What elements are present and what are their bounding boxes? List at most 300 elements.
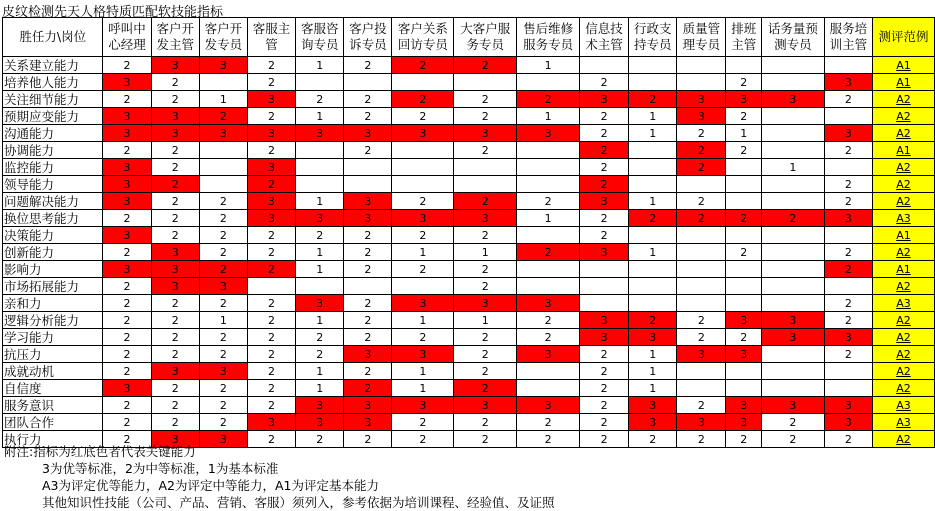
level-cell: 2 bbox=[454, 329, 517, 346]
level-cell: 3 bbox=[579, 193, 628, 210]
level-cell: 2 bbox=[629, 210, 677, 227]
level-cell bbox=[296, 278, 344, 295]
column-header: 客服主管 bbox=[247, 18, 295, 57]
level-cell: 3 bbox=[629, 414, 677, 431]
level-cell: 3 bbox=[199, 57, 247, 74]
level-cell: 2 bbox=[199, 108, 247, 125]
level-cell: 2 bbox=[103, 397, 151, 414]
level-cell: 3 bbox=[247, 159, 295, 176]
level-cell: 2 bbox=[247, 244, 295, 261]
level-cell: 2 bbox=[579, 363, 628, 380]
column-header: 质量管理专员 bbox=[677, 18, 726, 57]
competency-name: 市场拓展能力 bbox=[3, 278, 103, 295]
level-cell bbox=[579, 278, 628, 295]
level-cell: 2 bbox=[344, 227, 392, 244]
level-cell: 2 bbox=[454, 108, 517, 125]
level-cell: 3 bbox=[103, 159, 151, 176]
level-cell bbox=[726, 193, 761, 210]
level-cell: 2 bbox=[247, 261, 295, 278]
table-row bbox=[3, 312, 935, 329]
level-cell: 2 bbox=[726, 431, 761, 448]
level-cell: 2 bbox=[454, 142, 517, 159]
competency-name: 监控能力 bbox=[3, 159, 103, 176]
level-cell: 2 bbox=[103, 57, 151, 74]
level-cell bbox=[517, 278, 580, 295]
level-cell bbox=[296, 176, 344, 193]
level-cell bbox=[761, 74, 824, 91]
level-cell: 1 bbox=[726, 125, 761, 142]
level-cell: 2 bbox=[517, 244, 580, 261]
level-cell: 2 bbox=[392, 431, 454, 448]
level-cell bbox=[677, 227, 726, 244]
level-cell: 3 bbox=[517, 295, 580, 312]
column-header: 排班主管 bbox=[726, 18, 761, 57]
level-cell: 3 bbox=[296, 414, 344, 431]
level-cell bbox=[247, 278, 295, 295]
level-cell: 2 bbox=[151, 312, 199, 329]
level-cell bbox=[199, 142, 247, 159]
level-cell: 2 bbox=[726, 108, 761, 125]
level-cell: 1 bbox=[454, 312, 517, 329]
level-cell bbox=[726, 159, 761, 176]
eval-cell: A2 bbox=[872, 363, 934, 380]
level-cell bbox=[517, 380, 580, 397]
column-header: 行政支持专员 bbox=[629, 18, 677, 57]
level-cell: 2 bbox=[103, 329, 151, 346]
table-row bbox=[3, 159, 935, 176]
level-cell: 2 bbox=[344, 244, 392, 261]
level-cell: 1 bbox=[392, 363, 454, 380]
level-cell: 3 bbox=[677, 91, 726, 108]
level-cell: 2 bbox=[629, 431, 677, 448]
eval-cell: A2 bbox=[872, 278, 934, 295]
note-line: 3为优等标准，2为中等标准，1为基本标准 bbox=[42, 461, 279, 476]
level-cell bbox=[761, 261, 824, 278]
level-cell: 3 bbox=[454, 125, 517, 142]
level-cell: 1 bbox=[296, 244, 344, 261]
table-row bbox=[3, 57, 935, 74]
level-cell: 2 bbox=[103, 312, 151, 329]
level-cell: 3 bbox=[103, 261, 151, 278]
table-row bbox=[3, 142, 935, 159]
level-cell: 2 bbox=[151, 397, 199, 414]
level-cell: 3 bbox=[247, 210, 295, 227]
level-cell: 3 bbox=[761, 312, 824, 329]
level-cell: 2 bbox=[454, 278, 517, 295]
competency-name: 领导能力 bbox=[3, 176, 103, 193]
level-cell: 3 bbox=[726, 346, 761, 363]
level-cell: 2 bbox=[761, 210, 824, 227]
level-cell: 2 bbox=[579, 108, 628, 125]
competency-name: 问题解决能力 bbox=[3, 193, 103, 210]
table-row bbox=[3, 380, 935, 397]
level-cell: 2 bbox=[454, 193, 517, 210]
level-cell: 2 bbox=[454, 431, 517, 448]
level-cell: 2 bbox=[103, 278, 151, 295]
level-cell: 3 bbox=[151, 244, 199, 261]
level-cell: 2 bbox=[247, 312, 295, 329]
level-cell bbox=[677, 57, 726, 74]
level-cell: 3 bbox=[344, 210, 392, 227]
level-cell bbox=[677, 278, 726, 295]
competency-name: 预期应变能力 bbox=[3, 108, 103, 125]
level-cell: 2 bbox=[579, 125, 628, 142]
level-cell: 2 bbox=[247, 431, 295, 448]
table-row bbox=[3, 210, 935, 227]
note-line: 其他知识性技能（公司、产品、营销、客服）须列入，参考依据为培训课程、经验值、及证照 bbox=[42, 495, 555, 510]
competency-name: 抗压力 bbox=[3, 346, 103, 363]
level-cell bbox=[677, 176, 726, 193]
level-cell: 2 bbox=[677, 431, 726, 448]
level-cell: 3 bbox=[247, 125, 295, 142]
level-cell bbox=[344, 74, 392, 91]
level-cell: 3 bbox=[824, 329, 872, 346]
level-cell: 2 bbox=[247, 346, 295, 363]
level-cell bbox=[761, 57, 824, 74]
level-cell bbox=[296, 74, 344, 91]
level-cell: 2 bbox=[726, 142, 761, 159]
level-cell: 2 bbox=[629, 312, 677, 329]
column-header: 客户开发主管 bbox=[151, 18, 199, 57]
level-cell: 1 bbox=[629, 193, 677, 210]
competency-table bbox=[2, 17, 935, 448]
level-cell: 2 bbox=[454, 363, 517, 380]
level-cell bbox=[517, 142, 580, 159]
level-cell: 2 bbox=[344, 363, 392, 380]
level-cell bbox=[726, 261, 761, 278]
eval-cell: A1 bbox=[872, 74, 934, 91]
level-cell: 1 bbox=[296, 261, 344, 278]
table-row bbox=[3, 91, 935, 108]
competency-name: 执行力 bbox=[3, 431, 103, 448]
level-cell: 2 bbox=[344, 295, 392, 312]
level-cell: 1 bbox=[761, 159, 824, 176]
level-cell: 2 bbox=[344, 142, 392, 159]
eval-header: 测评范例 bbox=[872, 18, 934, 57]
level-cell: 2 bbox=[199, 295, 247, 312]
level-cell bbox=[629, 261, 677, 278]
level-cell: 2 bbox=[247, 295, 295, 312]
level-cell bbox=[517, 159, 580, 176]
eval-cell: A2 bbox=[872, 193, 934, 210]
level-cell: 3 bbox=[824, 74, 872, 91]
table-body bbox=[3, 57, 935, 448]
level-cell bbox=[761, 346, 824, 363]
level-cell: 2 bbox=[677, 397, 726, 414]
level-cell: 2 bbox=[517, 414, 580, 431]
level-cell bbox=[629, 227, 677, 244]
level-cell: 1 bbox=[629, 244, 677, 261]
level-cell: 2 bbox=[247, 108, 295, 125]
competency-name: 关注细节能力 bbox=[3, 91, 103, 108]
column-header: 客户关系回访专员 bbox=[392, 18, 454, 57]
column-header: 话务量预测专员 bbox=[761, 18, 824, 57]
level-cell bbox=[761, 244, 824, 261]
level-cell: 3 bbox=[103, 380, 151, 397]
table-row bbox=[3, 176, 935, 193]
level-cell: 3 bbox=[579, 329, 628, 346]
level-cell: 3 bbox=[629, 329, 677, 346]
level-cell bbox=[629, 57, 677, 74]
level-cell: 2 bbox=[824, 431, 872, 448]
level-cell: 1 bbox=[629, 363, 677, 380]
level-cell: 3 bbox=[454, 295, 517, 312]
level-cell: 2 bbox=[199, 261, 247, 278]
eval-cell: A3 bbox=[872, 295, 934, 312]
level-cell: 2 bbox=[296, 227, 344, 244]
level-cell: 2 bbox=[151, 227, 199, 244]
level-cell: 2 bbox=[579, 227, 628, 244]
level-cell: 1 bbox=[392, 312, 454, 329]
eval-cell: A2 bbox=[872, 91, 934, 108]
eval-cell: A2 bbox=[872, 329, 934, 346]
level-cell: 2 bbox=[677, 125, 726, 142]
notes bbox=[4, 443, 555, 511]
level-cell bbox=[761, 363, 824, 380]
level-cell bbox=[517, 176, 580, 193]
level-cell: 3 bbox=[392, 397, 454, 414]
level-cell bbox=[677, 295, 726, 312]
level-cell: 1 bbox=[629, 125, 677, 142]
level-cell: 3 bbox=[824, 397, 872, 414]
level-cell bbox=[726, 278, 761, 295]
level-cell: 3 bbox=[392, 210, 454, 227]
level-cell: 2 bbox=[517, 193, 580, 210]
level-cell: 2 bbox=[151, 176, 199, 193]
level-cell: 3 bbox=[344, 397, 392, 414]
column-header: 呼叫中心经理 bbox=[103, 18, 151, 57]
sheet-title: 皮纹检测先天人格特质匹配软技能指标 bbox=[2, 5, 224, 20]
level-cell: 2 bbox=[199, 193, 247, 210]
level-cell: 2 bbox=[247, 380, 295, 397]
level-cell: 3 bbox=[392, 125, 454, 142]
level-cell bbox=[344, 159, 392, 176]
level-cell bbox=[761, 176, 824, 193]
eval-cell: A2 bbox=[872, 108, 934, 125]
competency-name: 逻辑分析能力 bbox=[3, 312, 103, 329]
level-cell: 2 bbox=[677, 159, 726, 176]
level-cell: 3 bbox=[629, 397, 677, 414]
table-row bbox=[3, 278, 935, 295]
level-cell: 1 bbox=[517, 108, 580, 125]
level-cell: 3 bbox=[392, 295, 454, 312]
level-cell bbox=[677, 74, 726, 91]
table-row bbox=[3, 295, 935, 312]
level-cell bbox=[824, 57, 872, 74]
level-cell: 3 bbox=[344, 414, 392, 431]
level-cell bbox=[517, 363, 580, 380]
level-cell: 3 bbox=[151, 125, 199, 142]
level-cell: 2 bbox=[151, 74, 199, 91]
level-cell: 3 bbox=[296, 210, 344, 227]
competency-name: 关系建立能力 bbox=[3, 57, 103, 74]
level-cell: 3 bbox=[103, 227, 151, 244]
level-cell: 2 bbox=[579, 346, 628, 363]
level-cell: 2 bbox=[103, 295, 151, 312]
note-line: A3为评定优等能力，A2为评定中等能力，A1为评定基本能力 bbox=[42, 478, 380, 493]
level-cell: 3 bbox=[344, 346, 392, 363]
competency-name: 协调能力 bbox=[3, 142, 103, 159]
level-cell bbox=[579, 261, 628, 278]
level-cell: 3 bbox=[677, 414, 726, 431]
level-cell: 2 bbox=[151, 159, 199, 176]
level-cell: 3 bbox=[151, 431, 199, 448]
level-cell: 1 bbox=[392, 244, 454, 261]
level-cell bbox=[454, 176, 517, 193]
level-cell: 2 bbox=[824, 346, 872, 363]
level-cell: 2 bbox=[247, 397, 295, 414]
level-cell: 2 bbox=[296, 91, 344, 108]
level-cell: 2 bbox=[824, 176, 872, 193]
level-cell: 2 bbox=[726, 74, 761, 91]
level-cell: 2 bbox=[517, 312, 580, 329]
level-cell: 3 bbox=[151, 108, 199, 125]
competency-name: 团队合作 bbox=[3, 414, 103, 431]
level-cell: 3 bbox=[726, 312, 761, 329]
eval-cell: A2 bbox=[872, 125, 934, 142]
level-cell: 3 bbox=[761, 397, 824, 414]
level-cell: 3 bbox=[761, 329, 824, 346]
level-cell: 3 bbox=[392, 346, 454, 363]
level-cell bbox=[677, 261, 726, 278]
competency-name: 培养他人能力 bbox=[3, 74, 103, 91]
table-row bbox=[3, 193, 935, 210]
level-cell: 3 bbox=[103, 176, 151, 193]
level-cell: 2 bbox=[677, 142, 726, 159]
level-cell: 3 bbox=[151, 363, 199, 380]
level-cell: 2 bbox=[392, 414, 454, 431]
competency-name: 成就动机 bbox=[3, 363, 103, 380]
level-cell: 3 bbox=[296, 397, 344, 414]
level-cell bbox=[199, 159, 247, 176]
table-row bbox=[3, 261, 935, 278]
level-cell: 2 bbox=[726, 244, 761, 261]
level-cell: 2 bbox=[103, 142, 151, 159]
column-header: 客服咨询专员 bbox=[296, 18, 344, 57]
level-cell: 1 bbox=[199, 91, 247, 108]
column-header: 大客户服务专员 bbox=[454, 18, 517, 57]
level-cell bbox=[629, 176, 677, 193]
level-cell: 2 bbox=[103, 210, 151, 227]
level-cell: 2 bbox=[151, 414, 199, 431]
eval-cell: A1 bbox=[872, 142, 934, 159]
level-cell bbox=[344, 176, 392, 193]
level-cell: 2 bbox=[344, 108, 392, 125]
level-cell: 1 bbox=[629, 108, 677, 125]
column-header: 服务培训主管 bbox=[824, 18, 872, 57]
level-cell bbox=[517, 74, 580, 91]
level-cell bbox=[392, 142, 454, 159]
level-cell: 2 bbox=[629, 91, 677, 108]
eval-cell: A2 bbox=[872, 431, 934, 448]
level-cell: 3 bbox=[824, 210, 872, 227]
level-cell: 1 bbox=[454, 244, 517, 261]
level-cell: 3 bbox=[677, 108, 726, 125]
level-cell: 1 bbox=[629, 380, 677, 397]
level-cell: 3 bbox=[103, 108, 151, 125]
level-cell: 1 bbox=[296, 108, 344, 125]
level-cell: 1 bbox=[629, 346, 677, 363]
level-cell bbox=[726, 57, 761, 74]
level-cell: 3 bbox=[726, 414, 761, 431]
level-cell bbox=[761, 193, 824, 210]
level-cell: 3 bbox=[199, 363, 247, 380]
level-cell: 2 bbox=[726, 210, 761, 227]
level-cell: 3 bbox=[517, 346, 580, 363]
level-cell: 2 bbox=[103, 346, 151, 363]
level-cell: 3 bbox=[761, 91, 824, 108]
level-cell: 3 bbox=[247, 91, 295, 108]
level-cell: 2 bbox=[761, 431, 824, 448]
eval-cell: A2 bbox=[872, 176, 934, 193]
level-cell: 2 bbox=[344, 380, 392, 397]
eval-cell: A1 bbox=[872, 261, 934, 278]
level-cell: 2 bbox=[296, 346, 344, 363]
level-cell bbox=[761, 125, 824, 142]
level-cell bbox=[761, 227, 824, 244]
level-cell: 2 bbox=[296, 431, 344, 448]
level-cell: 2 bbox=[151, 380, 199, 397]
level-cell: 2 bbox=[677, 193, 726, 210]
level-cell bbox=[761, 142, 824, 159]
level-cell: 3 bbox=[517, 125, 580, 142]
level-cell: 3 bbox=[579, 91, 628, 108]
level-cell: 2 bbox=[199, 244, 247, 261]
corner-header: 胜任力\岗位 bbox=[3, 18, 103, 57]
competency-name: 影响力 bbox=[3, 261, 103, 278]
level-cell: 2 bbox=[579, 380, 628, 397]
level-cell: 3 bbox=[726, 397, 761, 414]
level-cell bbox=[726, 227, 761, 244]
table-row bbox=[3, 363, 935, 380]
competency-name: 服务意识 bbox=[3, 397, 103, 414]
eval-cell: A1 bbox=[872, 57, 934, 74]
eval-cell: A3 bbox=[872, 414, 934, 431]
level-cell: 2 bbox=[454, 261, 517, 278]
level-cell: 2 bbox=[517, 91, 580, 108]
level-cell: 2 bbox=[151, 210, 199, 227]
level-cell: 2 bbox=[199, 397, 247, 414]
level-cell bbox=[629, 74, 677, 91]
eval-cell: A2 bbox=[872, 380, 934, 397]
eval-cell: A3 bbox=[872, 210, 934, 227]
level-cell bbox=[761, 108, 824, 125]
table-row bbox=[3, 227, 935, 244]
level-cell bbox=[761, 295, 824, 312]
level-cell: 2 bbox=[344, 57, 392, 74]
level-cell: 2 bbox=[392, 193, 454, 210]
level-cell: 3 bbox=[344, 193, 392, 210]
level-cell: 1 bbox=[296, 363, 344, 380]
level-cell bbox=[824, 159, 872, 176]
level-cell: 2 bbox=[454, 346, 517, 363]
level-cell: 2 bbox=[517, 329, 580, 346]
note-line: 附注:指标为红底色者代表关键能力 bbox=[4, 444, 196, 459]
level-cell bbox=[392, 159, 454, 176]
level-cell: 3 bbox=[296, 295, 344, 312]
level-cell: 3 bbox=[103, 193, 151, 210]
level-cell: 3 bbox=[579, 312, 628, 329]
level-cell: 2 bbox=[454, 380, 517, 397]
level-cell: 2 bbox=[103, 244, 151, 261]
level-cell: 2 bbox=[247, 142, 295, 159]
level-cell: 2 bbox=[677, 329, 726, 346]
level-cell: 2 bbox=[392, 227, 454, 244]
level-cell bbox=[726, 295, 761, 312]
table-row bbox=[3, 74, 935, 91]
eval-cell: A3 bbox=[872, 397, 934, 414]
level-cell: 3 bbox=[151, 278, 199, 295]
